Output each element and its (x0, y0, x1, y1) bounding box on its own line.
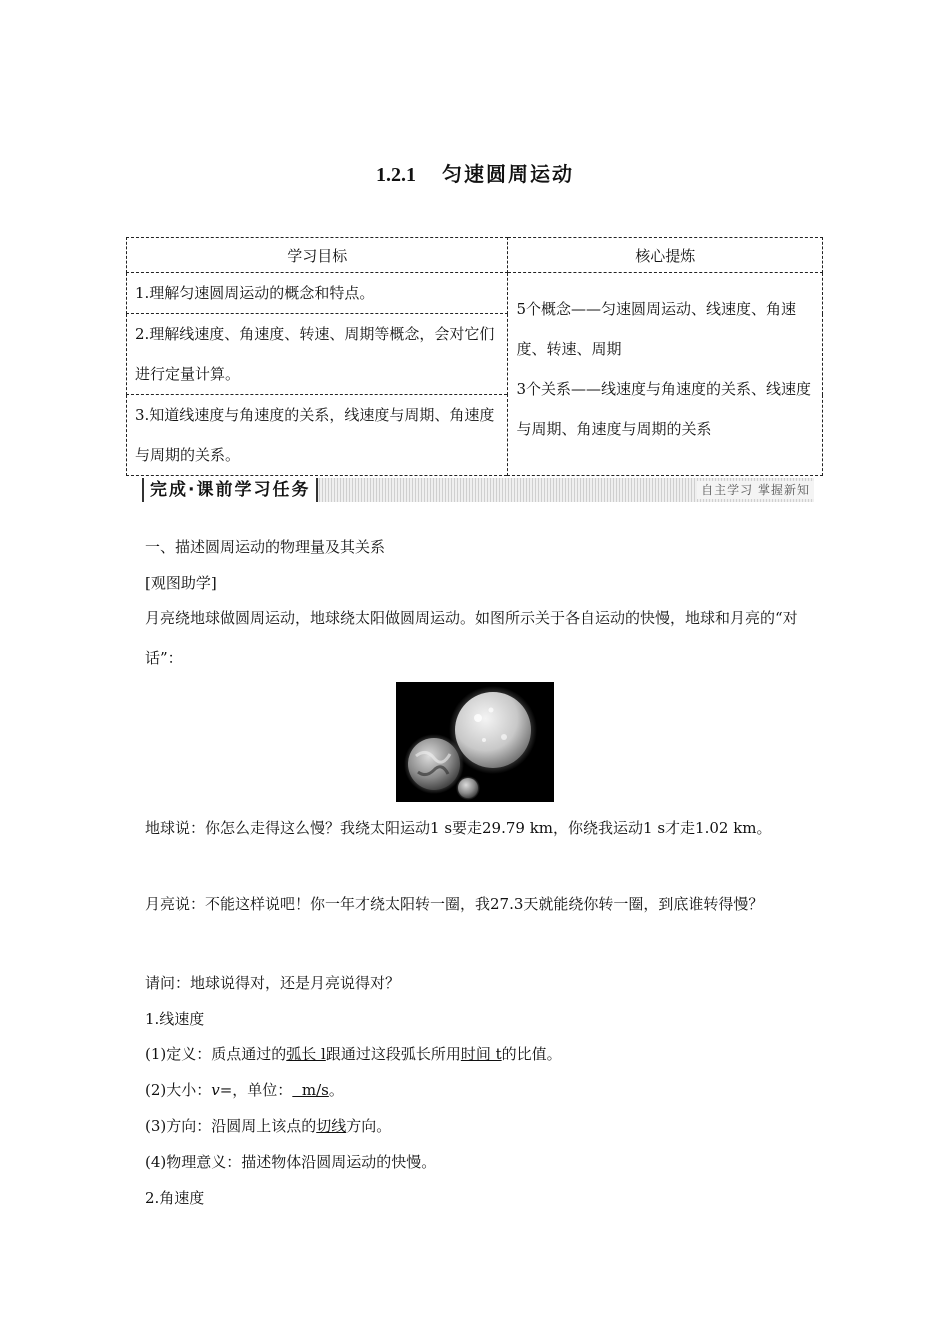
section-banner (142, 478, 814, 502)
def-text-2: 跟通过这段弧长所用 (325, 1045, 461, 1063)
def-text-3: 的比值。 (501, 1045, 562, 1063)
goal-2: 2.理解线速度、角速度、转速、周期等概念，会对它们进行定量计算。 (127, 314, 508, 395)
linear-velocity-heading: 1.线速度 (145, 1010, 205, 1028)
core-concepts: 5个概念——匀速圆周运动、线速度、角速度、转速、周期 (516, 300, 796, 358)
guide-label: [观图助学] (145, 574, 217, 592)
planets-illustration (396, 682, 554, 802)
velocity-symbol: v (211, 1081, 220, 1099)
question: 请问：地球说得对，还是月亮说得对？ (145, 974, 401, 992)
earth-moon-image (396, 682, 554, 802)
size-label: (2)大小： (145, 1081, 212, 1099)
arc-length-term: 弧长 l (286, 1045, 326, 1063)
section-title-text: 匀速圆周运动 (442, 162, 574, 186)
def-text-1: (1)定义：质点通过的 (145, 1045, 287, 1063)
banner-subtitle: 自主学习 掌握新知 (697, 481, 814, 499)
size-eq: =，单位： (219, 1081, 293, 1099)
moon-dialogue: 月亮说：不能这样说吧！你一年才绕太阳转一圈，我27.3天就能绕你转一圈，到底谁转得慢？ (145, 895, 764, 913)
core-summary-cell (508, 273, 823, 476)
angular-velocity-heading: 2.角速度 (145, 1189, 205, 1207)
linear-velocity-size (145, 1079, 815, 1101)
banner-title: 完成·课前学习任务 (142, 478, 318, 502)
page-title (0, 158, 950, 187)
goal-1: 1.理解匀速圆周运动的概念和特点。 (127, 273, 508, 314)
linear-velocity-direction (145, 1115, 815, 1137)
goal-3: 3.知道线速度与角速度的关系，线速度与周期、角速度与周期的关系。 (127, 395, 508, 476)
tangent-term: 切线 (316, 1117, 347, 1135)
header-learning-goals: 学习目标 (127, 238, 508, 273)
section-number: 1.2.1 (376, 164, 416, 186)
section-heading: 一、描述圆周运动的物理量及其关系 (145, 538, 386, 556)
earth-dialogue: 地球说：你怎么走得这么慢？我绕太阳运动1 s要走29.79 km，你绕我运动1 s才走1.02 km。 (145, 819, 772, 837)
linear-velocity-definition (145, 1043, 815, 1065)
core-relations: 3个关系——线速度与角速度的关系、线速度与周期、角速度与周期的关系 (516, 380, 811, 438)
intro-paragraph: 月亮绕地球做圆周运动，地球绕太阳做圆周运动。如图所示关于各自运动的快慢，地球和月亮的“对话”： (145, 609, 798, 667)
linear-velocity-meaning: (4)物理意义：描述物体沿圆周运动的快慢。 (145, 1153, 437, 1171)
dir-text-1: (3)方向：沿圆周上该点的 (145, 1117, 317, 1135)
header-core-summary: 核心提炼 (508, 238, 823, 273)
size-end: 。 (328, 1081, 344, 1099)
time-term: 时间 t (460, 1045, 502, 1063)
objectives-table (126, 237, 823, 476)
dir-text-2: 方向。 (346, 1117, 392, 1135)
velocity-unit: m/s (292, 1081, 329, 1099)
